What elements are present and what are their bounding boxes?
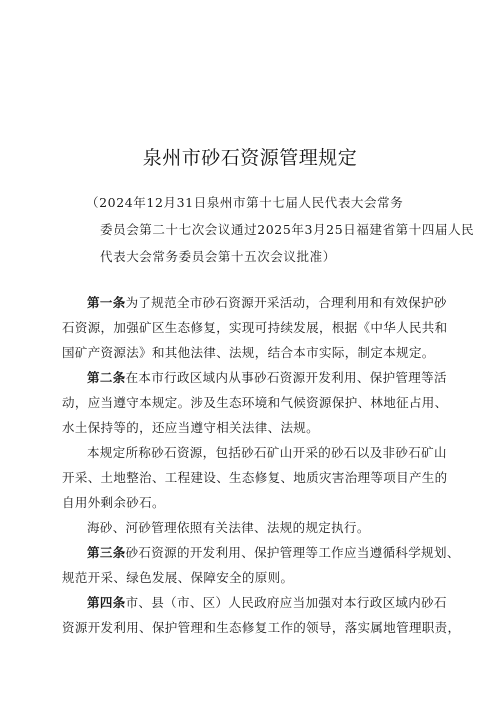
article-3 bbox=[62, 540, 460, 590]
article-label: 第四条 bbox=[87, 595, 126, 610]
article-2 bbox=[62, 365, 447, 440]
adoption-note-line: （2024年12月31日泉州市第十七届人民代表大会常务 bbox=[86, 195, 404, 210]
article-2-paragraph-2 bbox=[62, 440, 447, 515]
paragraph-text-line: 在本市行政区域内从事砂石资源开发利用、保护管理等活 bbox=[125, 370, 447, 385]
paragraph-text-line: 动，应当遵守本规定。涉及生态环境和气候资源保护、林地征占用、 bbox=[62, 395, 448, 410]
article-4 bbox=[62, 590, 461, 640]
adoption-note bbox=[86, 189, 475, 270]
paragraph-text-line: 国矿产资源法》和其他法律、法规，结合本市实际，制定本规定。 bbox=[62, 345, 435, 360]
paragraph-text-line: 本规定所称砂石资源，包括砂石矿山开采的砂石以及非砂石矿山 bbox=[87, 445, 447, 460]
article-1 bbox=[62, 290, 447, 365]
paragraph-text-line: 资源开发利用、保护管理和生态修复工作的领导，落实属地管理职责， bbox=[62, 620, 461, 635]
adoption-note-line: 委员会第二十七次会议通过2025年3月25日福建省第十四届人民 bbox=[100, 222, 475, 237]
paragraph-text-line: 市、县（市、区）人民政府应当加强对本行政区域内砂石 bbox=[125, 595, 447, 610]
article-label: 第二条 bbox=[87, 370, 126, 385]
document-title: 泉州市砂石资源管理规定 bbox=[142, 147, 358, 169]
article-label: 第三条 bbox=[87, 545, 126, 560]
paragraph-text-line: 水土保持等的，还应当遵守相关法律、法规。 bbox=[62, 420, 320, 435]
adoption-note-line: 代表大会常务委员会第十五次会议批准） bbox=[100, 249, 336, 264]
paragraph-text-line: 石资源，加强矿区生态修复，实现可持续发展，根据《中华人民共和 bbox=[62, 320, 448, 335]
paragraph-text-line: 海砂、河砂管理依照有关法律、法规的规定执行。 bbox=[87, 520, 370, 535]
paragraph-text-line: 为了规范全市砂石资源开采活动，合理利用和有效保护砂 bbox=[125, 295, 447, 310]
paragraph-text-line: 砂石资源的开发利用、保护管理等工作应当遵循科学规划、 bbox=[125, 545, 460, 560]
paragraph-text-line: 自用外剩余砂石。 bbox=[62, 495, 165, 510]
document-body bbox=[62, 290, 461, 640]
paragraph-text-line: 规范开采、绿色发展、保障安全的原则。 bbox=[62, 570, 294, 585]
article-2-paragraph-3 bbox=[62, 515, 447, 540]
paragraph-text-line: 开采、土地整治、工程建设、生态修复、地质灾害治理等项目产生的 bbox=[62, 470, 448, 485]
article-label: 第一条 bbox=[87, 295, 126, 310]
